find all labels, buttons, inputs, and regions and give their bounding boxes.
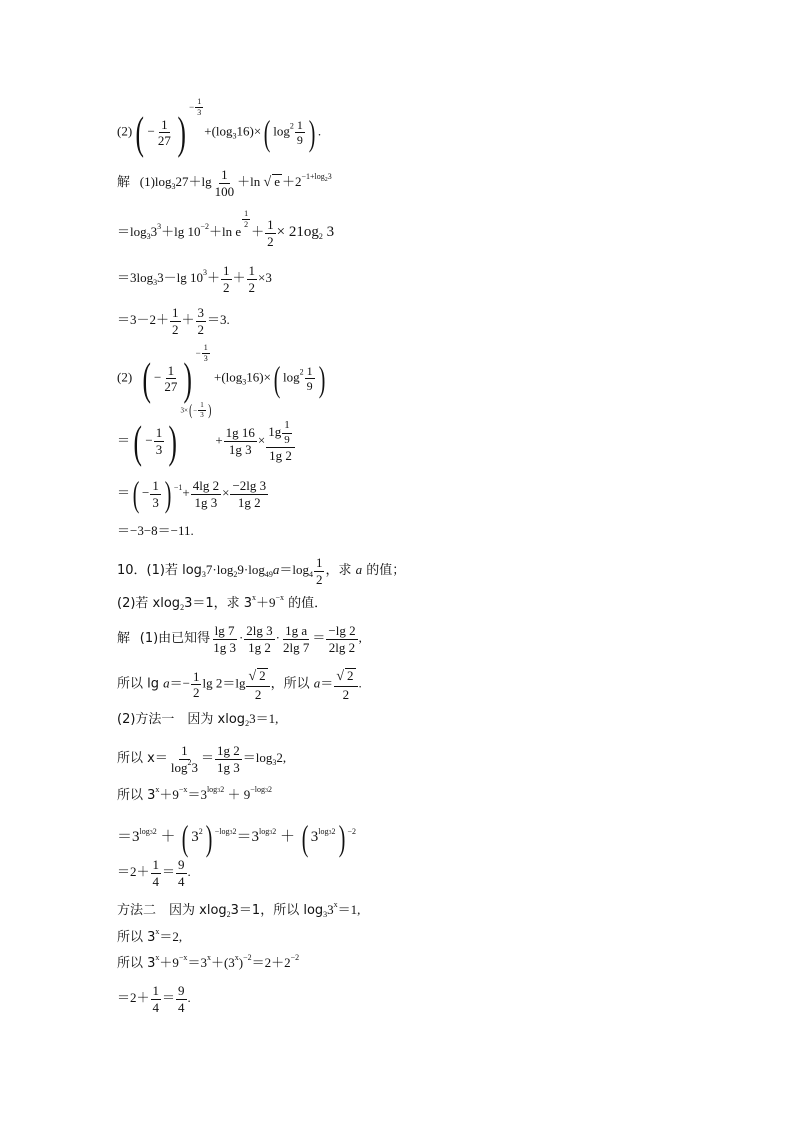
text: ，所以 — [270, 676, 314, 692]
sup: 2 — [289, 121, 294, 131]
text: 2, — [276, 750, 287, 766]
sup: 2 — [267, 785, 272, 794]
sup: 3 — [157, 222, 162, 232]
sup: 3× — [180, 406, 188, 415]
num: 1 — [152, 857, 160, 872]
sup: −2 — [200, 222, 210, 232]
method-1-line-3 — [117, 785, 272, 803]
num: 1 — [198, 402, 206, 411]
den: 2 — [254, 686, 262, 702]
text: log — [273, 123, 290, 139]
num: 1 — [296, 117, 303, 132]
method-1-line-5 — [117, 858, 191, 888]
den: 2 — [197, 321, 205, 337]
num: 1 — [267, 217, 274, 232]
text: ＝3 — [117, 829, 140, 846]
text: log — [282, 369, 300, 385]
text: 1g — [268, 424, 282, 440]
num: 9 — [178, 983, 185, 998]
sub: 2 — [226, 910, 231, 919]
text: ＝ — [320, 675, 334, 691]
text: . — [187, 990, 191, 1006]
text: ＝log — [117, 224, 147, 240]
text: 3＝1, — [249, 711, 279, 726]
text: ＝− — [169, 675, 190, 691]
text: . — [358, 675, 362, 691]
num: 1g a — [285, 623, 308, 638]
text: × — [257, 432, 266, 448]
sub: 3 — [328, 830, 332, 837]
text: (2)若 xlog — [117, 596, 181, 611]
minus: − — [142, 485, 150, 501]
sup: x — [206, 953, 211, 962]
text: ＋ — [276, 829, 299, 846]
text: ＋9 — [256, 595, 276, 610]
sub: 2 — [180, 603, 185, 612]
num: 1 — [172, 305, 179, 320]
text: 所以 3 — [117, 930, 156, 945]
num: 1 — [221, 167, 228, 182]
den: 1g 3 — [216, 759, 240, 775]
num: −lg 2 — [328, 623, 356, 638]
sub: 3 — [149, 830, 153, 837]
sup: 2 — [272, 827, 277, 837]
num: 1 — [152, 478, 159, 494]
solution-2-result — [117, 524, 194, 537]
minus: − — [154, 369, 162, 385]
den: 3 — [191, 759, 198, 775]
sup: 3 — [327, 172, 332, 182]
sup: −1 — [173, 483, 183, 493]
sub: 2 — [233, 570, 238, 580]
sup: x — [155, 953, 160, 962]
sup: x — [234, 953, 239, 962]
method-1-line-2 — [117, 744, 286, 774]
den: log — [170, 759, 188, 775]
den: 4 — [178, 999, 185, 1015]
den: 2 — [267, 233, 274, 249]
problem-10-part-1 — [117, 556, 405, 586]
variable: a — [163, 675, 170, 691]
sup: −log — [214, 827, 230, 837]
sqrt: 2 — [259, 668, 266, 683]
den: 100 — [214, 183, 235, 199]
num: 1 — [181, 743, 188, 758]
variable: a — [355, 562, 363, 578]
text: 3＝1，所以 log — [230, 903, 324, 918]
text: ＝3. — [207, 312, 230, 328]
solution-2-step-1: ＝( − $\frac{1}{3}$ )3×(− $\frac{1}{3}$ ) + $\frac{1g 16}{1g 3}$ × 1g $\frac{1}{9}$ 1g 2 — [117, 420, 296, 463]
sub: 3 — [323, 910, 328, 919]
minus: − — [145, 432, 153, 448]
sub: 3 — [201, 570, 206, 580]
sub: 3 — [272, 758, 277, 768]
num: −2lg 3 — [232, 478, 267, 494]
sub: 3 — [264, 788, 268, 794]
text: 3 — [327, 902, 334, 917]
text: 3－lg 10 — [157, 270, 203, 286]
text: ＋ — [207, 270, 221, 286]
text: ＋9 — [159, 955, 179, 970]
num: 1 — [315, 555, 323, 570]
text: ＋9 — [159, 787, 179, 802]
den: 3 — [203, 354, 208, 364]
den: 2lg 7 — [283, 639, 310, 655]
solution-1-step-2 — [117, 264, 272, 294]
text: ＝2＋ — [117, 990, 150, 1006]
text: ＝log — [242, 750, 273, 766]
minus: − — [195, 347, 201, 358]
text: 9·log — [237, 562, 265, 578]
num: 1 — [155, 425, 163, 441]
den: 1g 2 — [237, 494, 261, 510]
text: (1)log — [139, 174, 172, 190]
text: ＋ — [181, 312, 195, 328]
sup: 2 — [299, 367, 304, 377]
text: 1og — [296, 224, 319, 241]
text: 所以 3 — [117, 956, 156, 971]
sub: 4 — [308, 570, 313, 580]
num: 1 — [202, 344, 210, 354]
text: ) — [238, 955, 244, 970]
method-2-line-4 — [117, 984, 191, 1014]
text: 所以 3 — [117, 788, 156, 803]
solution-1-step-1 — [117, 209, 335, 249]
text: ＋lg 10 — [161, 224, 201, 240]
den: 4 — [152, 873, 160, 889]
text: + — [182, 485, 190, 501]
sub: 3 — [229, 830, 233, 837]
text: ＝2＋ — [117, 864, 150, 880]
minus: − — [193, 406, 198, 415]
text: ＝ — [117, 432, 131, 448]
text: 3＝1，求 3 — [184, 596, 253, 611]
text: + — [215, 432, 223, 448]
text: 所以 x＝ — [117, 751, 168, 767]
den: 2 — [223, 279, 230, 295]
sub: 3 — [146, 232, 151, 242]
label: (2) — [117, 369, 133, 385]
text: 10．(1)若 log — [117, 563, 202, 579]
sup: log — [206, 785, 218, 794]
text: 16)× — [246, 369, 271, 385]
text: 方法二 因为 xlog — [117, 903, 227, 918]
sup: −1+log — [301, 172, 325, 182]
den: 9 — [284, 433, 290, 446]
den: 1g 2 — [248, 639, 271, 655]
sup: −2 — [243, 953, 252, 962]
sqrt: 2 — [347, 668, 354, 683]
sup: 3 — [203, 268, 207, 278]
den: 2 — [315, 571, 323, 587]
text: . — [317, 123, 322, 139]
den: 1g 3 — [194, 494, 218, 510]
sup: log — [318, 827, 329, 837]
text: 3 — [310, 829, 319, 846]
text: ＋ — [251, 224, 265, 240]
solution-1-line: 解 $(1)\log_327+\lg$ $\frac{1}{100}$ ＋ln √ $e +2^{-1+log_23}$ — [117, 167, 332, 199]
sub: 3 — [171, 182, 176, 192]
text: ＋ — [232, 270, 246, 286]
sup: −log — [250, 785, 265, 794]
num: 1g 16 — [225, 425, 255, 441]
den: 4 — [152, 999, 160, 1015]
text: 7·log — [205, 562, 234, 578]
den: 3 — [200, 411, 204, 420]
text: ×3 — [258, 270, 272, 286]
text: +(log — [204, 123, 233, 139]
text: (2)方法一 因为 xlog — [117, 712, 246, 727]
text: ＝1, — [337, 902, 361, 917]
sup: −x — [178, 953, 188, 962]
solution-10-line-2: 所以 lg a＝− $\frac{1}{2}$ lg 2＝lg $\frac{√ 2}{2}$ ，所以 a＝ $\frac{√ 2}{2}$ . — [117, 668, 362, 702]
den: 27 — [164, 379, 178, 395]
minus: − — [147, 123, 155, 139]
text: ＋(3 — [210, 955, 235, 970]
num: 1g 2 — [216, 743, 240, 758]
num: lg 7 — [214, 623, 235, 638]
sup: x — [155, 927, 160, 936]
method-2-line-2 — [117, 927, 183, 945]
sub: 3 — [217, 788, 221, 794]
sup: −x — [178, 785, 188, 794]
method-2-line-3 — [117, 953, 300, 971]
sqrt: e — [274, 174, 281, 190]
text: 16)× — [236, 123, 262, 139]
method-1-line-4: $=3^{log32}$ ＋ ( $3^2$) $^{-log32}=3^{log32}$ ＋ ( $3^{log32}$) $^{-2}$ — [117, 818, 357, 858]
sup: −x — [275, 593, 285, 602]
solution-2-line: (2) ( − $\frac{1}{27}$ )− $\frac{1}{3}$ $+(\log_316)\times$( $\log^2$ $\frac{1}{9}$ ) — [117, 343, 325, 404]
text: +(log — [214, 369, 243, 385]
text: , — [358, 630, 362, 646]
den: 27 — [157, 133, 171, 149]
sub: 49 — [264, 570, 273, 580]
den: 9 — [306, 379, 313, 394]
text: 3 — [191, 829, 199, 846]
text: ＝ — [312, 630, 326, 646]
label: (2) — [117, 123, 133, 139]
den: 2lg 2 — [328, 639, 356, 655]
text: 的值； — [362, 563, 406, 579]
text: ＋ 9 — [224, 787, 251, 802]
den: 9 — [296, 133, 303, 148]
den: 1g 3 — [213, 639, 236, 655]
text: ＝3log — [117, 270, 154, 286]
text: ＝−3−8＝−11. — [117, 523, 194, 538]
den: 2 — [192, 685, 200, 701]
text: ＋ — [156, 829, 180, 846]
num: 1 — [248, 263, 256, 278]
sup: 2 — [331, 827, 336, 837]
num: 1 — [242, 210, 250, 220]
method-2-line-1 — [117, 900, 361, 919]
text: ＝3－2＋ — [117, 312, 170, 328]
sup: 2 — [198, 827, 203, 837]
sup: x — [333, 900, 338, 909]
sup: 2 — [220, 785, 225, 794]
sup: −2 — [290, 953, 300, 962]
den: 4 — [178, 873, 185, 889]
sub: 2 — [318, 232, 323, 242]
exponent: − $\frac{1}{3}$ — [189, 97, 202, 118]
text: ＝3 — [236, 829, 260, 846]
sub: 2 — [324, 177, 328, 184]
num: 1 — [223, 263, 230, 278]
den: 3 — [152, 494, 159, 510]
text: ＋ln e — [209, 224, 242, 240]
num: 2lg 3 — [246, 623, 273, 638]
den: 1g 3 — [228, 441, 252, 457]
num: 1 — [167, 362, 175, 378]
sup: x — [252, 593, 257, 602]
text: ＝ — [200, 750, 214, 766]
text: × — [222, 485, 230, 501]
text: 3 — [322, 224, 335, 241]
text: ＋2 — [282, 174, 302, 190]
sup: log — [259, 827, 270, 837]
problem-10-part-2 — [117, 593, 328, 612]
text: 的值． — [284, 596, 328, 611]
num: 1 — [152, 983, 160, 998]
sup: x — [155, 785, 160, 794]
problem-2-line: (2)( − $\frac{1}{27}$ )− $\frac{1}{3}$ $+(\log_316)\times$( $\log^2$ $\frac{1}{9}$ ) . — [117, 97, 322, 158]
method-1-line-1 — [117, 712, 278, 726]
text: 27＋lg — [175, 174, 212, 190]
solution-10-line-1: 解 (1)由已知得 $\frac{\lg 7}{1g 3}$ · $\frac{2\lg 3}{1g 2}$ · $\frac{\text{1g a}}{2\lg 7}$ ＝ $\frac{-\lg 2}{2\lg 2}$ , — [117, 623, 362, 655]
variable: a — [272, 562, 280, 578]
num: 9 — [178, 857, 185, 872]
text: ＝log — [279, 562, 309, 578]
solution-1-step-3 — [117, 306, 230, 336]
num: 1 — [161, 116, 168, 132]
sub: 3 — [242, 377, 247, 387]
num: 3 — [197, 305, 205, 320]
text: ，求 — [325, 563, 356, 579]
text: ＝ — [117, 485, 131, 501]
den: 2 — [172, 321, 179, 337]
den: 2 — [342, 686, 350, 702]
text: 3 — [150, 224, 158, 240]
text: ＝3 — [187, 955, 207, 970]
text: . — [187, 864, 191, 880]
text: × 2 — [276, 224, 297, 241]
sup: 2 — [152, 827, 157, 837]
den: 2 — [244, 220, 249, 230]
sup: 2 — [232, 827, 237, 837]
text: ＝ — [162, 990, 176, 1006]
den: 3 — [155, 441, 163, 457]
sup: 2 — [187, 757, 192, 767]
sub: 3 — [232, 131, 237, 141]
sub: 3 — [269, 830, 273, 837]
num: 1 — [192, 668, 200, 684]
variable: a — [313, 675, 321, 691]
solution-marker: 解 — [117, 175, 131, 191]
num: 1 — [282, 420, 292, 434]
solution-2-step-2: ＝( − $\frac{1}{3}$ ) $^{-1}$+ $\frac{4\lg 2}{1g 3}$ × $\frac{-2\lg 3}{1g 2}$ — [117, 474, 267, 514]
num: 4lg 2 — [192, 478, 220, 494]
sub: 3 — [153, 278, 158, 288]
text: lg 2＝lg — [202, 675, 246, 691]
text: ＝2＋2 — [251, 955, 291, 970]
text: ＝2, — [159, 929, 183, 944]
solution-marker: 解 — [117, 631, 131, 647]
text: ＝ — [162, 864, 176, 880]
text: (1)由已知得 — [139, 631, 211, 647]
num: 1 — [306, 363, 313, 378]
sub: 2 — [245, 719, 250, 728]
sup: −2 — [347, 827, 357, 837]
text: ＝3 — [187, 787, 207, 802]
den: 1g 2 — [269, 448, 292, 464]
text: 所以 lg — [117, 676, 164, 692]
den: 2 — [248, 279, 256, 295]
sup: log — [139, 827, 150, 837]
text: ＋ln — [237, 174, 264, 190]
